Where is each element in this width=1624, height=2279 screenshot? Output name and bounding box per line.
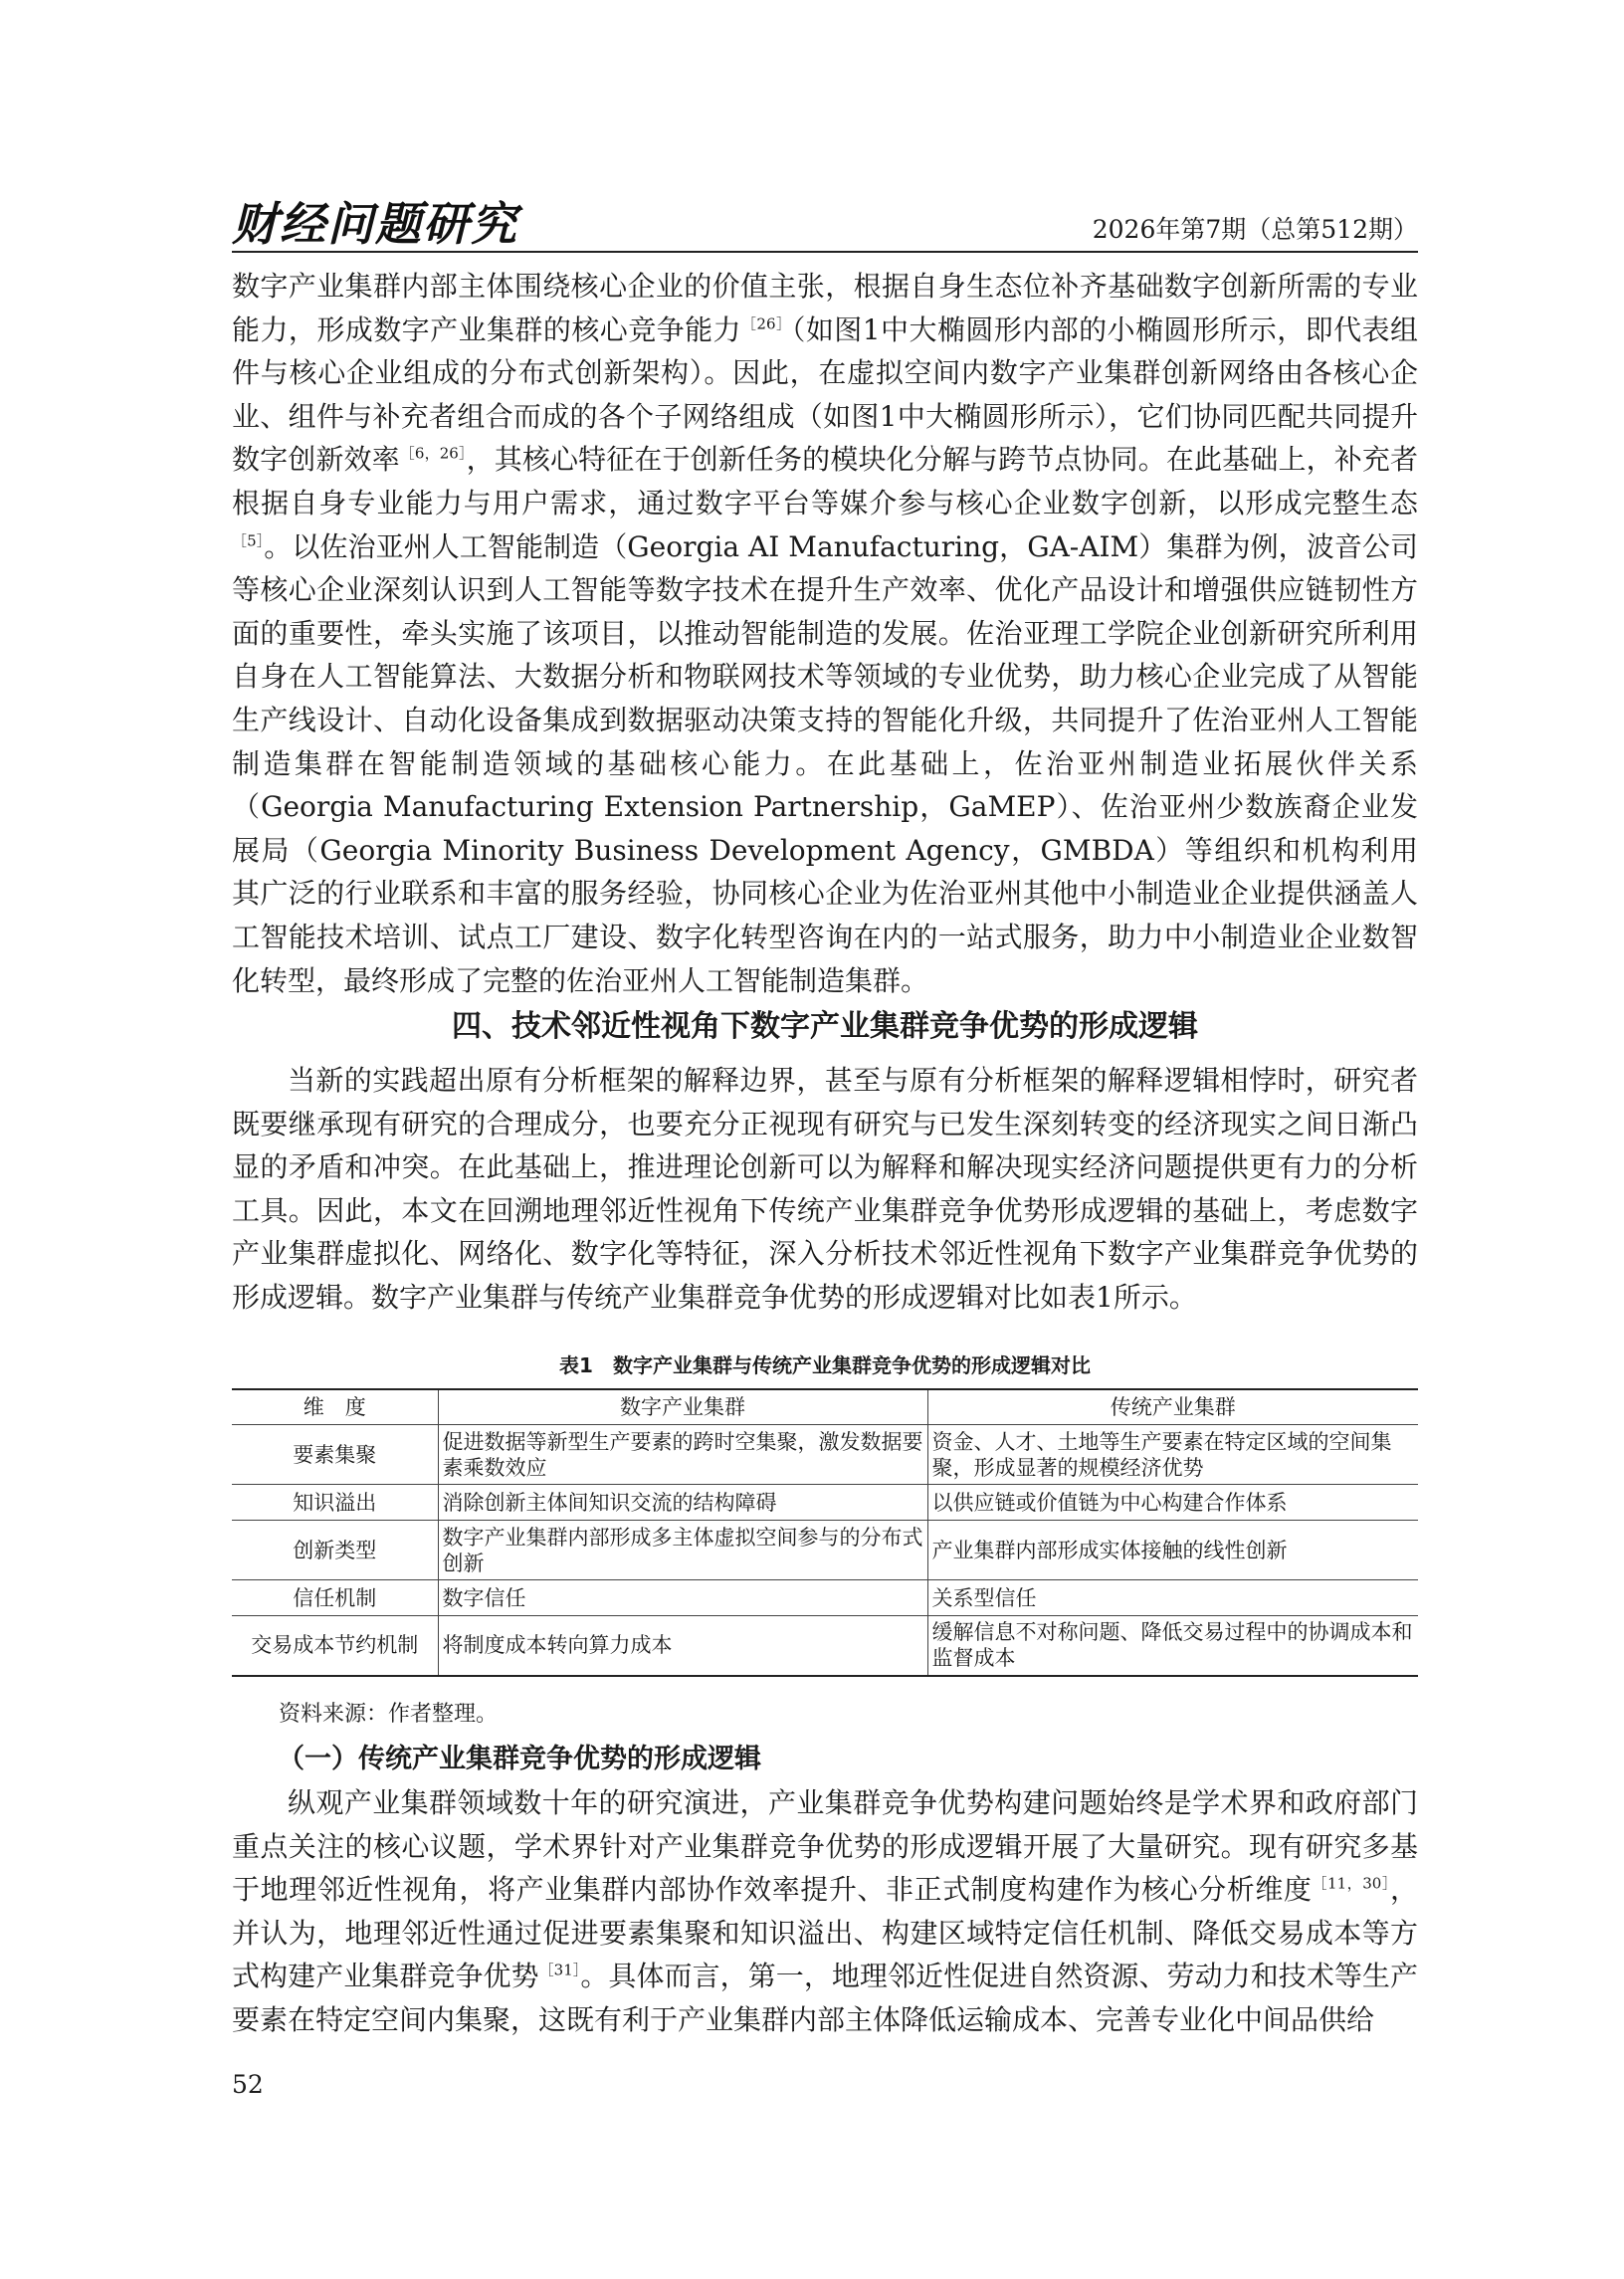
page-number: 52: [232, 2070, 264, 2099]
table-row: [232, 1616, 1418, 1676]
table-row: [232, 1580, 1418, 1616]
table-cell-digital: 数字产业集群内部形成多主体虚拟空间参与的分布式创新: [438, 1521, 927, 1580]
table-cell-traditional: 产业集群内部形成实体接触的线性创新: [927, 1521, 1418, 1580]
table-header-traditional: 传统产业集群: [927, 1389, 1418, 1425]
table-cell-dimension: 要素集聚: [232, 1425, 438, 1485]
journal-logo: 财经问题研究: [232, 197, 518, 251]
section-title: 四、技术邻近性视角下数字产业集群竞争优势的形成逻辑: [452, 1009, 1198, 1044]
citation-ref: ［26］: [740, 314, 792, 333]
text-run: ，其核心特征在于创新任务的模块化分解与跨节点协同。在此基础上，补充者根据自身专业能力与用户需求，通过数字平台等媒介参与核心企业数字创新，以形成完整生态: [232, 443, 1418, 519]
body-block-1: [232, 265, 1418, 1002]
table-header-dimension: 维 度: [232, 1389, 438, 1425]
comparison-table: [232, 1388, 1418, 1677]
table-row: [232, 1425, 1418, 1485]
body-block-3: [232, 1781, 1418, 2042]
table-source-note: 资料来源：作者整理。: [279, 1702, 499, 1727]
table-cell-traditional: 缓解信息不对称问题、降低交易过程中的协调成本和监督成本: [927, 1616, 1418, 1676]
table-header-digital: 数字产业集群: [438, 1389, 927, 1425]
text-run: 。具体而言，第一，地理邻近性促进自然资源、劳动力和技术等生产要素在特定空间内集聚，这既有利于产业集群内部主体降低运输成本、完善专业化中间品供给: [232, 1960, 1418, 2036]
subsection-title: （一）传统产业集群竞争优势的形成逻辑: [278, 1744, 761, 1774]
citation-ref: ［5］: [232, 531, 265, 550]
table-cell-dimension: 交易成本节约机制: [232, 1616, 438, 1676]
paragraph-1: [232, 265, 1418, 1002]
page-header: [232, 195, 1418, 255]
table-cell-traditional: 关系型信任: [927, 1580, 1418, 1616]
citation-ref: ［6，26］: [399, 445, 467, 464]
table-cell-dimension: 创新类型: [232, 1521, 438, 1580]
text-run: （如图1中大椭圆形内部的小椭圆形所示，即代表组件与核心企业组成的分布式创新架构）。因此，在虚拟空间内数字产业集群创新网络由各核心企业、组件与补充者组合而成的各个子网络组成（如图1中大椭圆形所示），它们协同匹配共同提升数字创新效率: [232, 312, 1418, 477]
paragraph-3: [232, 1781, 1418, 2042]
table-header-row: [232, 1389, 1418, 1425]
table-cell-dimension: 知识溢出: [232, 1485, 438, 1521]
header-rule: [232, 251, 1418, 253]
paragraph-2: 当新的实践超出原有分析框架的解释边界，甚至与原有分析框架的解释逻辑相悖时，研究者既要继承现有研究的合理成分，也要充分正视现有研究与已发生深刻转变的经济现实之间日渐凸显的矛盾和冲突。在此基础上，推进理论创新可以为解释和解决现实经济问题提供更有力的分析工具。因此，本文在回溯地理邻近性视角下传统产业集群竞争优势形成逻辑的基础上，考虑数字产业集群虚拟化、网络化、数字化等特征，深入分析技术邻近性视角下数字产业集群竞争优势的形成逻辑。数字产业集群与传统产业集群竞争优势的形成逻辑对比如表1所示。: [232, 1064, 1418, 1314]
table-cell-traditional: 以供应链或价值链为中心构建合作体系: [927, 1485, 1418, 1521]
body-block-2: [232, 1059, 1418, 1320]
text-run: ，并认为，地理邻近性通过促进要素集聚和知识溢出、构建区域特定信任机制、降低交易成本等方式构建产业集群竞争优势: [232, 1873, 1418, 1993]
text-run: 纵观产业集群领域数十年的研究演进，产业集群竞争优势构建问题始终是学术界和政府部门重点关注的核心议题，学术界针对产业集群竞争优势的形成逻辑开展了大量研究。现有研究多基于地理邻近性视角，将产业集群内部协作效率提升、非正式制度构建作为核心分析维度: [232, 1786, 1418, 1907]
citation-ref: ［11，30］: [1312, 1874, 1390, 1893]
table-row: [232, 1521, 1418, 1580]
text-run: 。以佐治亚州人工智能制造（Georgia AI Manufacturing，GA-AIM）集群为例，波音公司等核心企业深刻认识到人工智能等数字技术在提升生产效率、优化产品设计和增强供应链韧性方面的重要性，牵头实施了该项目，以推动智能制造的发展。佐治亚理工学院企业创新研究所利用自身在人工智能算法、大数据分析和物联网技术等领域的专业优势，助力核心企业完成了从智能生产线设计、自动化设备集成到数据驱动决策支持的智能化升级，共同提升了佐治亚州人工智能制造集群在智能制造领域的基础核心能力。在此基础上，佐治亚州制造业拓展伙伴关系（Georgia Manufacturing Extension Partnership，GaMEP）、佐治亚州少数族裔企业发展局（Georgia Minority Business Development Agency，GMBDA）等组织和机构利用其广泛的行业联系和丰富的服务经验，协同核心企业为佐治亚州其他中小制造业企业提供涵盖人工智能技术培训、试点工厂建设、数字化转型咨询在内的一站式服务，助力中小制造业企业数智化转型，最终形成了完整的佐治亚州人工智能制造集群。: [232, 529, 1418, 997]
text-run: 数字产业集群内部主体围绕核心企业的价值主张，根据自身生态位补齐基础数字创新所需的专业能力，形成数字产业集群的核心竞争能力: [232, 270, 1418, 346]
table-cell-digital: 数字信任: [438, 1580, 927, 1616]
table-caption: 表1 数字产业集群与传统产业集群竞争优势的形成逻辑对比: [559, 1353, 1091, 1377]
citation-ref: ［31］: [538, 1962, 581, 1980]
table-cell-digital: 促进数据等新型生产要素的跨时空集聚，激发数据要素乘数效应: [438, 1425, 927, 1485]
issue-info: 2026年第7期（总第512期）: [1092, 215, 1418, 244]
table-row: [232, 1485, 1418, 1521]
table-cell-digital: 消除创新主体间知识交流的结构障碍: [438, 1485, 927, 1521]
table-cell-traditional: 资金、人才、土地等生产要素在特定区域的空间集聚，形成显著的规模经济优势: [927, 1425, 1418, 1485]
table-cell-dimension: 信任机制: [232, 1580, 438, 1616]
table-cell-digital: 将制度成本转向算力成本: [438, 1616, 927, 1676]
